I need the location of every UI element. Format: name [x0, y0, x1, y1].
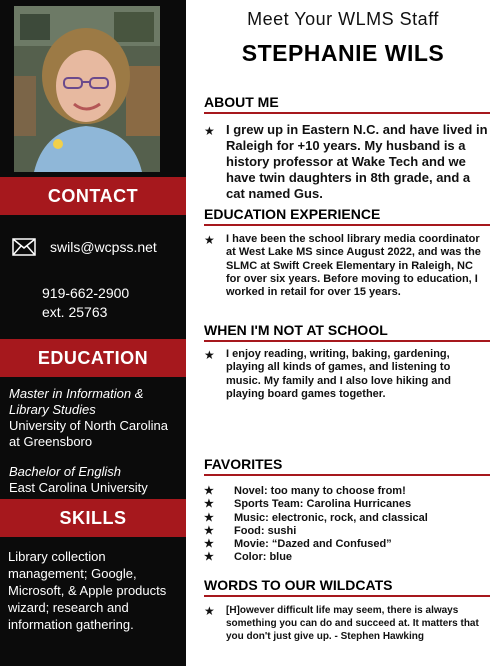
about-rule [204, 112, 490, 114]
skills-text: Library collection management; Google, Microsoft, & Apple products wizard; research and information gathering. [8, 549, 167, 632]
favorite-item: Movie: “Dazed and Confused” [234, 538, 392, 551]
list-item [204, 538, 488, 551]
favorites-list [204, 485, 488, 565]
not-at-school-heading-label: WHEN I'M NOT AT SCHOOL [204, 322, 388, 338]
about-heading [204, 94, 500, 114]
star-icon: ★ [204, 485, 214, 497]
phone-block [42, 284, 129, 322]
email-address[interactable]: swils@wcpss.net [50, 239, 157, 255]
favorites-rule [204, 474, 490, 476]
education-list [9, 386, 181, 496]
wildcats-heading [204, 577, 500, 597]
wildcats-heading-label: WORDS TO OUR WILDCATS [204, 577, 393, 593]
star-icon: ★ [204, 524, 214, 537]
contact-heading [0, 177, 186, 215]
favorite-item: Sports Team: Carolina Hurricanes [234, 498, 412, 511]
education-experience-heading [204, 206, 500, 226]
favorite-item: Food: sushi [234, 524, 297, 537]
star-icon: ★ [204, 511, 214, 524]
star-icon: ★ [204, 233, 215, 247]
not-at-school-paragraph [204, 348, 488, 401]
star-icon: ★ [204, 551, 214, 564]
education-heading-label: EDUCATION [37, 347, 149, 368]
favorite-item: Music: electronic, rock, and classical [234, 511, 428, 524]
education-heading [0, 339, 186, 377]
not-at-school-rule [204, 340, 490, 342]
favorite-item: Novel: too many to choose from! [234, 485, 406, 497]
list-item [204, 485, 488, 498]
skills-heading-label: SKILLS [59, 507, 127, 528]
wildcats-rule [204, 595, 490, 597]
profile-photo [14, 6, 160, 172]
wildcats-quote: [H]owever difficult life may seem, there is always something you can do and succeed at. It matters that you don't just give up. - Stephen Hawking [226, 605, 479, 642]
sidebar [0, 0, 186, 666]
star-icon: ★ [204, 604, 215, 618]
list-item [204, 512, 488, 525]
not-at-school-heading [204, 322, 500, 342]
about-text: I grew up in Eastern N.C. and have lived in Raleigh for +10 years. My husband is a history professor at Wake Tech and we have twin daughters in 8th grade, and a cat named Gus. [226, 122, 488, 201]
list-item [204, 498, 488, 511]
about-heading-label: ABOUT ME [204, 94, 279, 110]
profile-photo-art [14, 6, 160, 172]
page-kicker: Meet Your WLMS Staff [247, 9, 439, 29]
star-icon: ★ [204, 124, 215, 138]
about-paragraph [204, 122, 488, 202]
education-experience-rule [204, 224, 490, 226]
contact-heading-label: CONTACT [47, 185, 139, 206]
education-experience-text: I have been the school library media coordinator at West Lake MS since August 2022, and was the SLMC at Swift Creek Elementary in Raleigh, NC for over six years. Before moving to education, I worked in retail for over 15 years. [226, 233, 481, 299]
main-content [186, 0, 500, 666]
school-bachelors: East Carolina University [9, 480, 148, 495]
education-experience-paragraph [204, 233, 488, 299]
list-item [204, 551, 488, 564]
skills-heading [0, 499, 186, 537]
phone-number: 919-662-2900 [42, 285, 130, 301]
favorites-heading-label: FAVORITES [204, 456, 283, 472]
degree-bachelors: Bachelor of English [9, 464, 122, 479]
education-experience-heading-label: EDUCATION EXPERIENCE [204, 206, 381, 222]
school-masters: University of North Carolina at Greensboro [9, 418, 168, 449]
star-icon: ★ [204, 538, 214, 551]
email-row [12, 234, 157, 260]
wildcats-paragraph [204, 604, 488, 643]
staff-name: STEPHANIE WILS [241, 40, 445, 66]
favorite-item: Color: blue [234, 551, 293, 564]
phone-extension: ext. 25763 [42, 304, 108, 320]
not-at-school-text: I enjoy reading, writing, baking, gardening, playing all kinds of games, and listening to music. My family and I also love hiking and playing board games together. [226, 348, 451, 400]
envelope-icon [12, 238, 36, 256]
list-item [204, 525, 488, 538]
star-icon: ★ [204, 498, 214, 511]
favorites-heading [204, 456, 500, 476]
star-icon: ★ [204, 348, 215, 362]
degree-masters: Master in Information & Library Studies [9, 386, 144, 417]
